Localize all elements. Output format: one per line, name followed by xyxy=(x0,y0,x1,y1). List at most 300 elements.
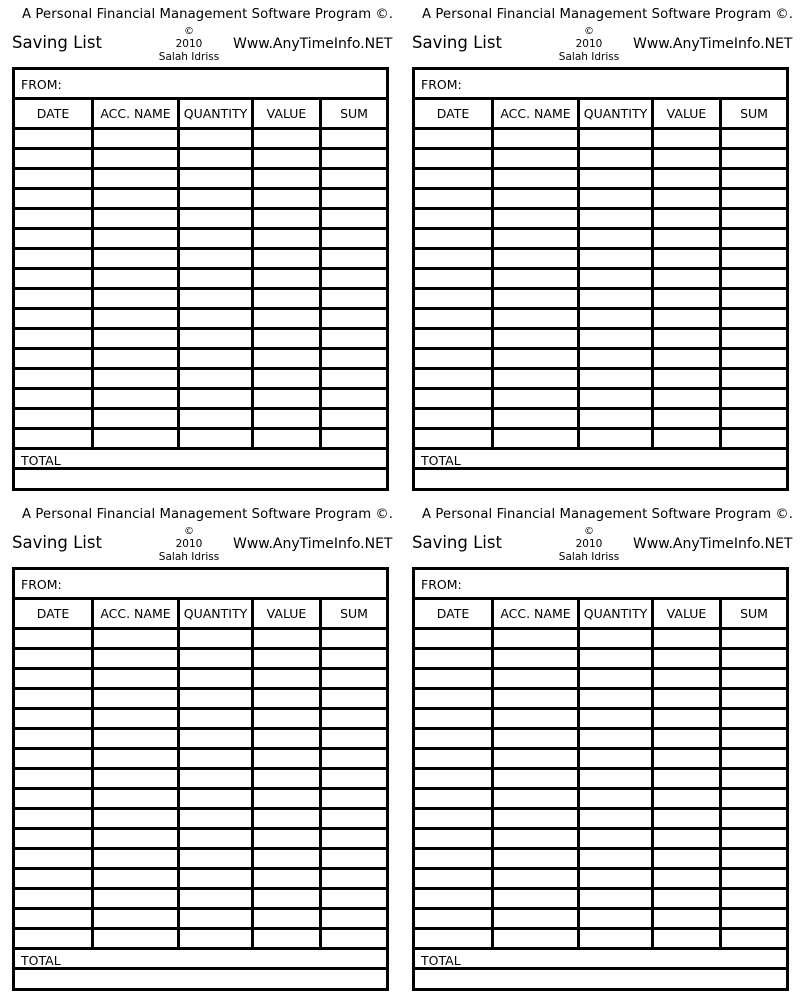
from-field[interactable] xyxy=(15,70,386,100)
table-cell-quantity[interactable] xyxy=(580,730,654,747)
table-cell-sum[interactable] xyxy=(322,370,386,387)
table-cell-acc-name[interactable] xyxy=(94,930,180,947)
table-cell-sum[interactable] xyxy=(722,870,786,887)
table-cell-value[interactable] xyxy=(254,130,322,147)
table-cell-sum[interactable] xyxy=(722,630,786,647)
table-cell-quantity[interactable] xyxy=(180,630,254,647)
table-cell-quantity[interactable] xyxy=(580,830,654,847)
total-value-field[interactable] xyxy=(15,970,386,988)
table-cell-quantity[interactable] xyxy=(180,910,254,927)
table-cell-quantity[interactable] xyxy=(580,350,654,367)
table-cell-value[interactable] xyxy=(254,650,322,667)
table-cell-date[interactable] xyxy=(15,390,94,407)
table-cell-acc-name[interactable] xyxy=(494,150,580,167)
table-cell-value[interactable] xyxy=(654,350,722,367)
table-cell-value[interactable] xyxy=(654,270,722,287)
table-cell-quantity[interactable] xyxy=(580,130,654,147)
table-cell-sum[interactable] xyxy=(722,270,786,287)
table-cell-acc-name[interactable] xyxy=(494,710,580,727)
table-cell-quantity[interactable] xyxy=(580,690,654,707)
table-cell-value[interactable] xyxy=(254,250,322,267)
table-cell-date[interactable] xyxy=(15,430,94,447)
table-cell-date[interactable] xyxy=(15,330,94,347)
table-cell-sum[interactable] xyxy=(322,670,386,687)
table-cell-value[interactable] xyxy=(254,910,322,927)
table-cell-date[interactable] xyxy=(15,630,94,647)
table-cell-value[interactable] xyxy=(254,710,322,727)
table-cell-value[interactable] xyxy=(654,690,722,707)
table-cell-value[interactable] xyxy=(654,230,722,247)
table-cell-sum[interactable] xyxy=(322,930,386,947)
table-cell-date[interactable] xyxy=(15,350,94,367)
table-cell-acc-name[interactable] xyxy=(494,690,580,707)
table-cell-acc-name[interactable] xyxy=(494,230,580,247)
table-cell-value[interactable] xyxy=(654,190,722,207)
table-cell-quantity[interactable] xyxy=(580,870,654,887)
table-cell-date[interactable] xyxy=(15,230,94,247)
table-cell-date[interactable] xyxy=(415,690,494,707)
table-cell-quantity[interactable] xyxy=(180,710,254,727)
table-cell-sum[interactable] xyxy=(322,310,386,327)
table-cell-quantity[interactable] xyxy=(580,230,654,247)
table-cell-sum[interactable] xyxy=(322,390,386,407)
table-cell-sum[interactable] xyxy=(722,770,786,787)
table-cell-value[interactable] xyxy=(254,890,322,907)
table-cell-quantity[interactable] xyxy=(580,750,654,767)
table-cell-date[interactable] xyxy=(415,330,494,347)
table-cell-value[interactable] xyxy=(254,310,322,327)
table-cell-value[interactable] xyxy=(254,750,322,767)
table-cell-value[interactable] xyxy=(654,130,722,147)
table-cell-acc-name[interactable] xyxy=(94,150,180,167)
table-cell-value[interactable] xyxy=(254,690,322,707)
table-cell-acc-name[interactable] xyxy=(94,330,180,347)
table-cell-date[interactable] xyxy=(15,670,94,687)
table-cell-sum[interactable] xyxy=(322,410,386,427)
table-cell-sum[interactable] xyxy=(322,850,386,867)
table-cell-sum[interactable] xyxy=(722,330,786,347)
total-value-field[interactable] xyxy=(15,470,386,488)
table-cell-quantity[interactable] xyxy=(580,370,654,387)
table-cell-sum[interactable] xyxy=(722,130,786,147)
table-cell-quantity[interactable] xyxy=(580,810,654,827)
table-cell-acc-name[interactable] xyxy=(94,430,180,447)
table-cell-value[interactable] xyxy=(654,670,722,687)
table-cell-value[interactable] xyxy=(654,410,722,427)
table-cell-quantity[interactable] xyxy=(180,790,254,807)
table-cell-value[interactable] xyxy=(654,910,722,927)
table-cell-date[interactable] xyxy=(15,710,94,727)
table-cell-acc-name[interactable] xyxy=(94,310,180,327)
table-cell-quantity[interactable] xyxy=(180,770,254,787)
table-cell-sum[interactable] xyxy=(322,750,386,767)
website-link[interactable]: Www.AnyTimeInfo.NET xyxy=(633,536,793,552)
table-cell-quantity[interactable] xyxy=(580,210,654,227)
table-cell-sum[interactable] xyxy=(322,210,386,227)
table-cell-acc-name[interactable] xyxy=(494,850,580,867)
table-cell-value[interactable] xyxy=(254,410,322,427)
table-cell-acc-name[interactable] xyxy=(494,290,580,307)
table-cell-date[interactable] xyxy=(415,930,494,947)
table-cell-acc-name[interactable] xyxy=(494,210,580,227)
table-cell-value[interactable] xyxy=(654,330,722,347)
table-cell-quantity[interactable] xyxy=(580,270,654,287)
table-cell-acc-name[interactable] xyxy=(494,410,580,427)
table-cell-acc-name[interactable] xyxy=(94,770,180,787)
table-cell-acc-name[interactable] xyxy=(494,790,580,807)
table-cell-value[interactable] xyxy=(654,370,722,387)
table-cell-date[interactable] xyxy=(415,410,494,427)
table-cell-value[interactable] xyxy=(254,170,322,187)
table-cell-value[interactable] xyxy=(254,270,322,287)
table-cell-value[interactable] xyxy=(654,730,722,747)
table-cell-value[interactable] xyxy=(254,830,322,847)
table-cell-sum[interactable] xyxy=(722,790,786,807)
table-cell-quantity[interactable] xyxy=(580,850,654,867)
table-cell-acc-name[interactable] xyxy=(494,330,580,347)
table-cell-value[interactable] xyxy=(254,230,322,247)
table-cell-date[interactable] xyxy=(15,930,94,947)
table-cell-date[interactable] xyxy=(415,710,494,727)
table-cell-quantity[interactable] xyxy=(180,870,254,887)
table-cell-date[interactable] xyxy=(415,170,494,187)
table-cell-sum[interactable] xyxy=(322,910,386,927)
table-cell-date[interactable] xyxy=(15,870,94,887)
table-cell-sum[interactable] xyxy=(722,410,786,427)
table-cell-value[interactable] xyxy=(654,770,722,787)
table-cell-quantity[interactable] xyxy=(580,770,654,787)
table-cell-sum[interactable] xyxy=(722,210,786,227)
table-cell-sum[interactable] xyxy=(722,150,786,167)
table-cell-date[interactable] xyxy=(415,850,494,867)
table-cell-acc-name[interactable] xyxy=(94,890,180,907)
table-cell-quantity[interactable] xyxy=(180,730,254,747)
table-cell-date[interactable] xyxy=(15,150,94,167)
table-cell-sum[interactable] xyxy=(322,890,386,907)
table-cell-sum[interactable] xyxy=(322,630,386,647)
table-cell-date[interactable] xyxy=(15,310,94,327)
table-cell-date[interactable] xyxy=(15,730,94,747)
table-cell-acc-name[interactable] xyxy=(94,750,180,767)
table-cell-value[interactable] xyxy=(254,330,322,347)
table-cell-date[interactable] xyxy=(15,170,94,187)
table-cell-sum[interactable] xyxy=(322,650,386,667)
table-cell-acc-name[interactable] xyxy=(94,390,180,407)
table-cell-sum[interactable] xyxy=(722,890,786,907)
table-cell-value[interactable] xyxy=(654,930,722,947)
table-cell-date[interactable] xyxy=(415,310,494,327)
table-cell-sum[interactable] xyxy=(722,170,786,187)
table-cell-date[interactable] xyxy=(15,290,94,307)
table-cell-sum[interactable] xyxy=(322,170,386,187)
table-cell-quantity[interactable] xyxy=(580,790,654,807)
table-cell-acc-name[interactable] xyxy=(494,830,580,847)
table-cell-value[interactable] xyxy=(254,370,322,387)
table-cell-date[interactable] xyxy=(15,690,94,707)
table-cell-acc-name[interactable] xyxy=(494,130,580,147)
table-cell-date[interactable] xyxy=(415,910,494,927)
table-cell-quantity[interactable] xyxy=(180,210,254,227)
table-cell-sum[interactable] xyxy=(722,910,786,927)
table-cell-acc-name[interactable] xyxy=(494,810,580,827)
table-cell-sum[interactable] xyxy=(722,670,786,687)
table-cell-quantity[interactable] xyxy=(580,710,654,727)
table-cell-date[interactable] xyxy=(415,830,494,847)
table-cell-sum[interactable] xyxy=(722,810,786,827)
table-cell-quantity[interactable] xyxy=(180,130,254,147)
table-cell-value[interactable] xyxy=(254,730,322,747)
table-cell-date[interactable] xyxy=(15,270,94,287)
table-cell-sum[interactable] xyxy=(722,290,786,307)
table-cell-date[interactable] xyxy=(15,850,94,867)
table-cell-sum[interactable] xyxy=(322,710,386,727)
table-cell-acc-name[interactable] xyxy=(94,650,180,667)
table-cell-quantity[interactable] xyxy=(580,930,654,947)
table-cell-acc-name[interactable] xyxy=(494,890,580,907)
table-cell-quantity[interactable] xyxy=(180,930,254,947)
table-cell-sum[interactable] xyxy=(722,190,786,207)
table-cell-sum[interactable] xyxy=(322,770,386,787)
table-cell-quantity[interactable] xyxy=(180,330,254,347)
table-cell-quantity[interactable] xyxy=(180,430,254,447)
table-cell-date[interactable] xyxy=(415,810,494,827)
table-cell-value[interactable] xyxy=(254,190,322,207)
table-cell-quantity[interactable] xyxy=(580,910,654,927)
table-cell-acc-name[interactable] xyxy=(94,190,180,207)
table-cell-acc-name[interactable] xyxy=(494,930,580,947)
table-cell-sum[interactable] xyxy=(322,190,386,207)
table-cell-sum[interactable] xyxy=(722,310,786,327)
table-cell-date[interactable] xyxy=(415,630,494,647)
table-cell-value[interactable] xyxy=(654,870,722,887)
table-cell-quantity[interactable] xyxy=(180,750,254,767)
table-cell-quantity[interactable] xyxy=(180,830,254,847)
table-cell-quantity[interactable] xyxy=(580,390,654,407)
table-cell-acc-name[interactable] xyxy=(494,270,580,287)
table-cell-acc-name[interactable] xyxy=(494,750,580,767)
table-cell-value[interactable] xyxy=(254,430,322,447)
table-cell-acc-name[interactable] xyxy=(94,270,180,287)
table-cell-date[interactable] xyxy=(15,410,94,427)
table-cell-acc-name[interactable] xyxy=(94,910,180,927)
from-field[interactable] xyxy=(415,570,786,600)
table-cell-acc-name[interactable] xyxy=(94,290,180,307)
table-cell-date[interactable] xyxy=(15,750,94,767)
table-cell-value[interactable] xyxy=(654,170,722,187)
table-cell-sum[interactable] xyxy=(322,250,386,267)
table-cell-sum[interactable] xyxy=(722,830,786,847)
table-cell-acc-name[interactable] xyxy=(494,170,580,187)
website-link[interactable]: Www.AnyTimeInfo.NET xyxy=(233,36,393,52)
table-cell-sum[interactable] xyxy=(322,870,386,887)
table-cell-date[interactable] xyxy=(15,830,94,847)
table-cell-date[interactable] xyxy=(15,810,94,827)
table-cell-value[interactable] xyxy=(254,350,322,367)
table-cell-quantity[interactable] xyxy=(180,370,254,387)
table-cell-sum[interactable] xyxy=(322,690,386,707)
table-cell-acc-name[interactable] xyxy=(494,910,580,927)
table-cell-value[interactable] xyxy=(654,790,722,807)
table-cell-acc-name[interactable] xyxy=(494,870,580,887)
table-cell-quantity[interactable] xyxy=(580,250,654,267)
table-cell-value[interactable] xyxy=(654,290,722,307)
table-cell-quantity[interactable] xyxy=(580,410,654,427)
table-cell-quantity[interactable] xyxy=(180,690,254,707)
table-cell-acc-name[interactable] xyxy=(94,130,180,147)
table-cell-quantity[interactable] xyxy=(180,890,254,907)
table-cell-acc-name[interactable] xyxy=(94,830,180,847)
table-cell-date[interactable] xyxy=(415,890,494,907)
table-cell-acc-name[interactable] xyxy=(494,730,580,747)
table-cell-quantity[interactable] xyxy=(580,170,654,187)
table-cell-sum[interactable] xyxy=(722,650,786,667)
table-cell-date[interactable] xyxy=(15,650,94,667)
table-cell-value[interactable] xyxy=(654,390,722,407)
table-cell-acc-name[interactable] xyxy=(94,210,180,227)
table-cell-sum[interactable] xyxy=(722,690,786,707)
table-cell-value[interactable] xyxy=(654,830,722,847)
table-cell-value[interactable] xyxy=(254,670,322,687)
table-cell-date[interactable] xyxy=(15,190,94,207)
table-cell-sum[interactable] xyxy=(322,150,386,167)
table-cell-quantity[interactable] xyxy=(580,190,654,207)
table-cell-date[interactable] xyxy=(415,430,494,447)
table-cell-value[interactable] xyxy=(654,710,722,727)
table-cell-sum[interactable] xyxy=(322,350,386,367)
table-cell-date[interactable] xyxy=(15,370,94,387)
table-cell-value[interactable] xyxy=(254,850,322,867)
table-cell-acc-name[interactable] xyxy=(94,690,180,707)
table-cell-quantity[interactable] xyxy=(580,430,654,447)
table-cell-quantity[interactable] xyxy=(580,310,654,327)
table-cell-date[interactable] xyxy=(415,230,494,247)
table-cell-acc-name[interactable] xyxy=(94,230,180,247)
table-cell-value[interactable] xyxy=(654,630,722,647)
table-cell-value[interactable] xyxy=(654,750,722,767)
table-cell-date[interactable] xyxy=(415,790,494,807)
table-cell-sum[interactable] xyxy=(322,330,386,347)
website-link[interactable]: Www.AnyTimeInfo.NET xyxy=(233,536,393,552)
table-cell-sum[interactable] xyxy=(322,830,386,847)
table-cell-sum[interactable] xyxy=(722,730,786,747)
table-cell-sum[interactable] xyxy=(722,370,786,387)
table-cell-sum[interactable] xyxy=(722,930,786,947)
table-cell-acc-name[interactable] xyxy=(94,730,180,747)
table-cell-quantity[interactable] xyxy=(180,290,254,307)
table-cell-value[interactable] xyxy=(254,790,322,807)
table-cell-date[interactable] xyxy=(415,190,494,207)
table-cell-quantity[interactable] xyxy=(180,810,254,827)
table-cell-value[interactable] xyxy=(654,210,722,227)
table-cell-acc-name[interactable] xyxy=(494,370,580,387)
table-cell-value[interactable] xyxy=(254,770,322,787)
table-cell-sum[interactable] xyxy=(322,730,386,747)
table-cell-sum[interactable] xyxy=(722,850,786,867)
table-cell-value[interactable] xyxy=(254,870,322,887)
table-cell-value[interactable] xyxy=(254,930,322,947)
table-cell-quantity[interactable] xyxy=(180,390,254,407)
table-cell-quantity[interactable] xyxy=(580,630,654,647)
table-cell-acc-name[interactable] xyxy=(94,870,180,887)
table-cell-quantity[interactable] xyxy=(580,290,654,307)
total-value-field[interactable] xyxy=(415,470,786,488)
table-cell-date[interactable] xyxy=(415,730,494,747)
table-cell-sum[interactable] xyxy=(722,750,786,767)
table-cell-date[interactable] xyxy=(415,870,494,887)
table-cell-date[interactable] xyxy=(15,890,94,907)
table-cell-acc-name[interactable] xyxy=(494,190,580,207)
table-cell-acc-name[interactable] xyxy=(494,630,580,647)
table-cell-acc-name[interactable] xyxy=(494,350,580,367)
table-cell-sum[interactable] xyxy=(722,710,786,727)
table-cell-quantity[interactable] xyxy=(180,670,254,687)
table-cell-acc-name[interactable] xyxy=(494,670,580,687)
table-cell-sum[interactable] xyxy=(722,430,786,447)
table-cell-date[interactable] xyxy=(415,370,494,387)
table-cell-date[interactable] xyxy=(415,290,494,307)
table-cell-acc-name[interactable] xyxy=(94,350,180,367)
table-cell-value[interactable] xyxy=(654,250,722,267)
table-cell-value[interactable] xyxy=(654,810,722,827)
table-cell-quantity[interactable] xyxy=(580,650,654,667)
table-cell-quantity[interactable] xyxy=(180,190,254,207)
table-cell-value[interactable] xyxy=(254,150,322,167)
table-cell-quantity[interactable] xyxy=(180,170,254,187)
table-cell-acc-name[interactable] xyxy=(494,770,580,787)
table-cell-quantity[interactable] xyxy=(180,350,254,367)
table-cell-value[interactable] xyxy=(654,850,722,867)
table-cell-date[interactable] xyxy=(15,770,94,787)
table-cell-date[interactable] xyxy=(415,250,494,267)
table-cell-acc-name[interactable] xyxy=(94,170,180,187)
table-cell-quantity[interactable] xyxy=(180,410,254,427)
table-cell-sum[interactable] xyxy=(722,390,786,407)
table-cell-date[interactable] xyxy=(415,270,494,287)
table-cell-date[interactable] xyxy=(15,250,94,267)
table-cell-sum[interactable] xyxy=(722,350,786,367)
from-field[interactable] xyxy=(15,570,386,600)
table-cell-acc-name[interactable] xyxy=(494,250,580,267)
table-cell-acc-name[interactable] xyxy=(494,650,580,667)
table-cell-date[interactable] xyxy=(415,650,494,667)
table-cell-date[interactable] xyxy=(415,130,494,147)
table-cell-value[interactable] xyxy=(254,290,322,307)
table-cell-sum[interactable] xyxy=(722,250,786,267)
table-cell-sum[interactable] xyxy=(322,130,386,147)
table-cell-sum[interactable] xyxy=(322,430,386,447)
total-value-field[interactable] xyxy=(415,970,786,988)
from-field[interactable] xyxy=(415,70,786,100)
table-cell-quantity[interactable] xyxy=(180,850,254,867)
table-cell-date[interactable] xyxy=(15,210,94,227)
table-cell-acc-name[interactable] xyxy=(94,670,180,687)
table-cell-value[interactable] xyxy=(254,630,322,647)
table-cell-quantity[interactable] xyxy=(580,670,654,687)
table-cell-quantity[interactable] xyxy=(180,270,254,287)
table-cell-sum[interactable] xyxy=(322,290,386,307)
table-cell-acc-name[interactable] xyxy=(494,310,580,327)
table-cell-acc-name[interactable] xyxy=(94,630,180,647)
table-cell-date[interactable] xyxy=(415,770,494,787)
table-cell-acc-name[interactable] xyxy=(94,850,180,867)
table-cell-sum[interactable] xyxy=(322,790,386,807)
table-cell-quantity[interactable] xyxy=(180,310,254,327)
table-cell-acc-name[interactable] xyxy=(94,250,180,267)
table-cell-sum[interactable] xyxy=(322,810,386,827)
table-cell-date[interactable] xyxy=(15,910,94,927)
table-cell-acc-name[interactable] xyxy=(494,390,580,407)
table-cell-date[interactable] xyxy=(415,390,494,407)
